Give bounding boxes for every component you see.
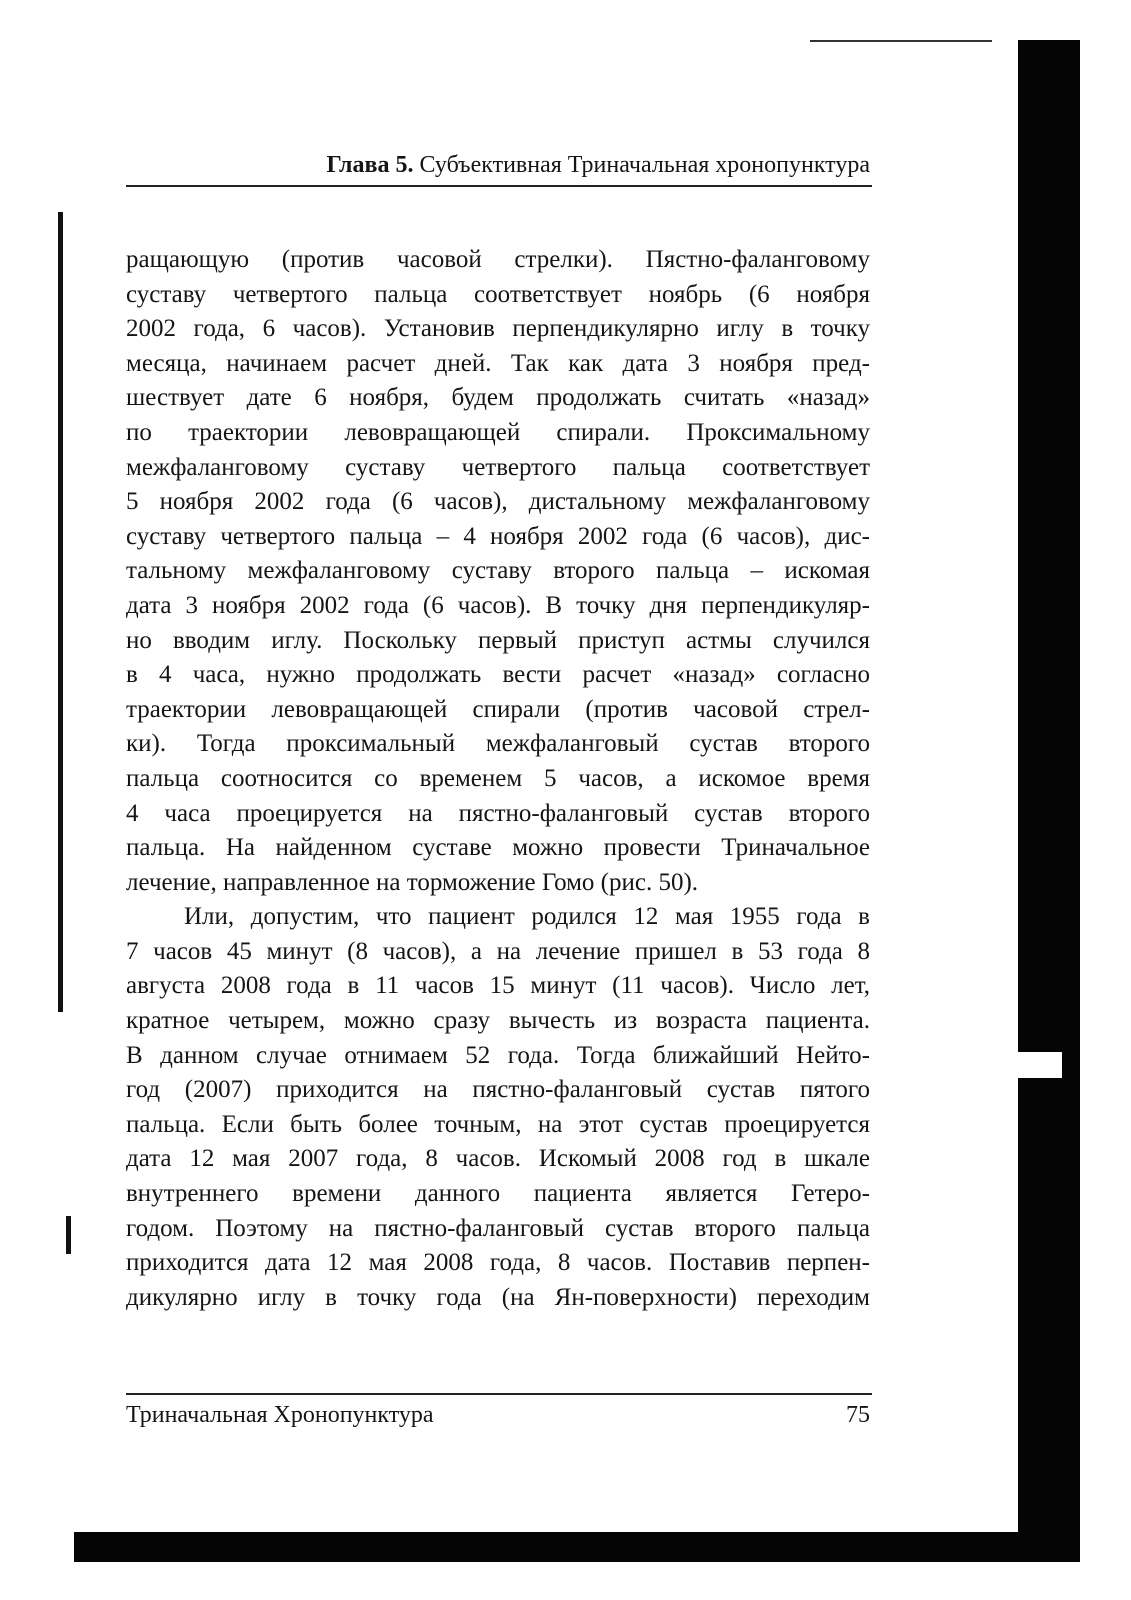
chapter-title: Субъективная Триначальная хронопунктура [419,152,870,178]
text-line: межфаланговому суставу четвертого пальца соответствует [126,453,870,481]
text-line: ращающую (против часовой стрелки). Пястно-фаланговому [126,246,870,273]
header-rule [126,185,872,187]
scan-bottom-edge [74,1532,1080,1562]
text-line: ки). Тогда проксимальный межфаланговый сустав второго [126,730,870,758]
page-body [126,243,870,1315]
text-line: шествует дате 6 ноября, будем продолжать считать «назад» [126,384,870,412]
footer-book-title: Триначальная Хронопунктура [126,1402,434,1428]
scan-right-edge [1018,40,1080,1560]
paragraph-2 [126,900,870,1315]
text-line: 4 часа проецируется на пястно-фаланговый сустав второго [126,799,870,827]
text-line: пальца. Если быть более точным, на этот сустав проецируется [126,1110,870,1138]
text-line: по траектории левовращающей спирали. Проксимальному [126,418,870,446]
text-line: в 4 часа, нужно продолжать вести расчет «назад» согласно [126,661,870,689]
footer-rule [126,1393,872,1395]
text-line: 2002 года, 6 часов). Установив перпендикулярно иглу в точку [126,315,870,343]
scan-top-rule [810,40,992,42]
text-line: суставу четвертого пальца соответствует ноябрь (6 ноября [126,280,870,308]
text-line: Или, допустим, что пациент родился 12 мая 1955 года в [184,903,870,931]
paragraph-1 [126,243,870,900]
text-line: В данном случае отнимаем 52 года. Тогда ближайший Нейто- [126,1041,870,1069]
scan-right-notch [1016,1052,1062,1078]
text-line: тальному межфаланговому суставу второго пальца – искомая [126,557,870,585]
text-line: суставу четвертого пальца – 4 ноября 2002 года (6 часов), дис- [126,522,870,550]
chapter-label: Глава 5. [326,152,414,178]
text-line: траектории левовращающей спирали (против часовой стрел- [126,695,870,723]
text-line: 5 ноября 2002 года (6 часов), дистальному межфаланговому [126,488,870,516]
page-number: 75 [846,1402,870,1428]
scan-left-tick [66,1216,71,1254]
text-line: приходится дата 12 мая 2008 года, 8 часов. Поставив перпен- [126,1249,870,1277]
text-line: августа 2008 года в 11 часов 15 минут (11 часов). Число лет, [126,972,870,1000]
text-line: кратное четырем, можно сразу вычесть из возраста пациента. [126,1007,870,1035]
text-line: пальца соотносится со временем 5 часов, а искомое время [126,764,870,792]
text-line: дикулярно иглу в точку года (на Ян-поверхности) переходим [126,1283,870,1311]
text-line: 7 часов 45 минут (8 часов), а на лечение пришел в 53 года 8 [126,937,870,965]
text-line: месяца, начинаем расчет дней. Так как дата 3 ноября пред- [126,349,870,377]
text-line: дата 12 мая 2007 года, 8 часов. Искомый 2008 год в шкале [126,1145,870,1173]
running-head [126,150,870,180]
text-line: годом. Поэтому на пястно-фаланговый сустав второго пальца [126,1214,870,1242]
text-line: пальца. На найденном суставе можно провести Триначальное [126,834,870,862]
text-line: дата 3 ноября 2002 года (6 часов). В точку дня перпендикуляр- [126,591,870,619]
text-line: лечение, направленное на торможение Гомо (рис. 50). [126,868,699,896]
text-line: год (2007) приходится на пястно-фаланговый сустав пятого [126,1076,870,1104]
text-line: но вводим иглу. Поскольку первый приступ астмы случился [126,626,870,654]
scan-left-bar [58,212,63,1012]
text-line: внутреннего времени данного пациента является Гетеро- [126,1180,870,1208]
